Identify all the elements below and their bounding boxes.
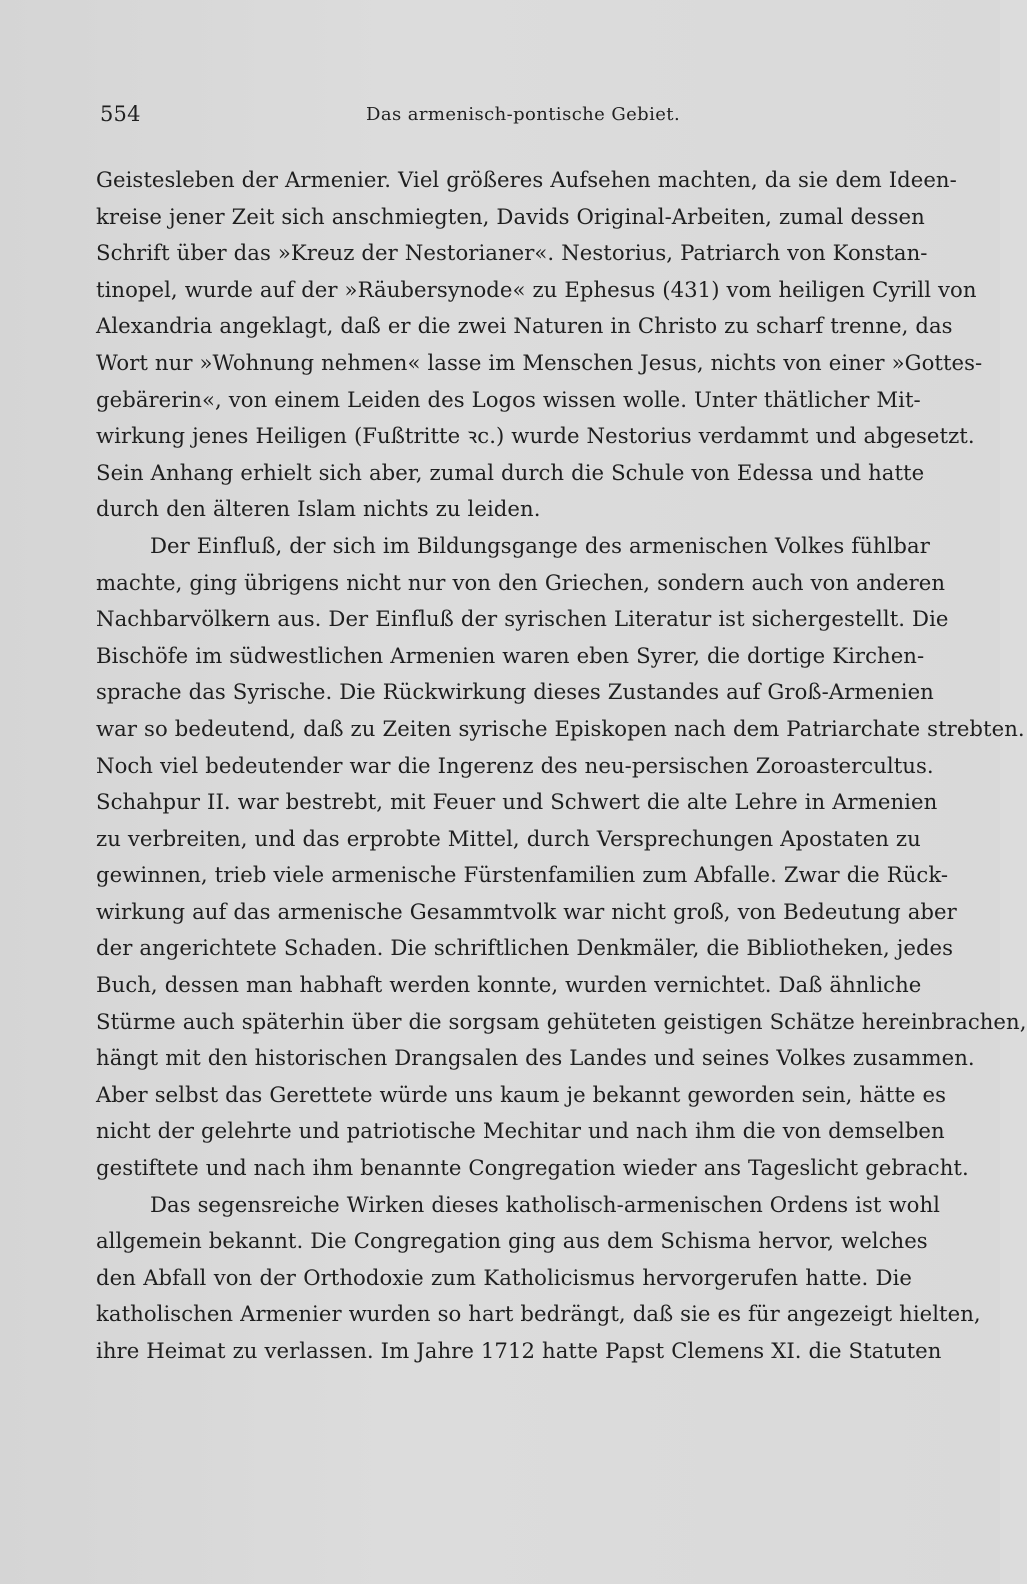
page-number: 554 [100,102,141,126]
text-line: Stürme auch späterhin über die sorgsam gehüteten geistigen Schätze hereinbrachen, [96,1008,1027,1034]
text-line: Buch, dessen man habhaft werden konnte, wurden vernichtet. Daß ähnliche [96,972,922,998]
text-line: der angerichtete Schaden. Die schriftlichen Denkmäler, die Bibliotheken, jedes [96,935,954,961]
text-line: katholischen Armenier wurden so hart bedrängt, daß sie es für angezeigt hielten, [96,1301,981,1327]
text-line: gewinnen, trieb viele armenische Fürstenfamilien zum Abfalle. Zwar die Rück- [96,862,949,888]
running-head: Das armenisch-pontische Gebiet. [366,104,681,125]
text-line: gebärerin«, von einem Leiden des Logos wissen wolle. Unter thätlicher Mit- [96,386,921,412]
text-line: Schrift über das »Kreuz der Nestorianer«. Nestorius, Patriarch von Konstan- [96,240,928,266]
text-line: Noch viel bedeutender war die Ingerenz des neu-persischen Zoroastercultus. [96,752,934,778]
text-line: Alexandria angeklagt, daß er die zwei Naturen in Christo zu scharf trenne, das [96,313,953,339]
text-line: gestiftete und nach ihm benannte Congregation wieder ans Tageslicht gebracht. [96,1155,969,1181]
text-line: Nachbarvölkern aus. Der Einfluß der syrischen Literatur ist sichergestellt. Die [96,606,949,632]
text-line: machte, ging übrigens nicht nur von den Griechen, sondern auch von anderen [96,569,946,595]
text-line: Aber selbst das Gerettete würde uns kaum je bekannt geworden sein, hätte es [96,1081,947,1107]
text-line: Sein Anhang erhielt sich aber, zumal durch die Schule von Edessa und hatte [96,459,925,485]
text-line: Bischöfe im südwestlichen Armenien waren eben Syrer, die dortige Kirchen- [96,642,925,668]
text-line: Das segensreiche Wirken dieses katholisch-armenischen Ordens ist wohl [150,1191,940,1217]
text-line: wirkung auf das armenische Gesammtvolk war nicht groß, von Bedeutung aber [96,898,957,924]
page-header [96,102,912,136]
text-line: sprache das Syrische. Die Rückwirkung dieses Zustandes auf Groß-Armenien [96,679,934,705]
text-line: wirkung jenes Heiligen (Fußtritte ꝛc.) wurde Nestorius verdammt und abgesetzt. [96,423,975,449]
text-line: hängt mit den historischen Drangsalen des Landes und seines Volkes zusammen. [96,1045,975,1071]
text-line: war so bedeutend, daß zu Zeiten syrische Episkopen nach dem Patriarchate strebten. [96,715,1025,741]
text-line: Geistesleben der Armenier. Viel größeres Aufsehen machten, da sie dem Ideen- [96,167,957,192]
text-line: Der Einfluß, der sich im Bildungsgange des armenischen Volkes fühlbar [150,532,930,558]
text-line: tinopel, wurde auf der »Räubersynode« zu Ephesus (431) vom heiligen Cyrill von [96,276,977,302]
text-line: zu verbreiten, und das erprobte Mittel, durch Versprechungen Apostaten zu [96,825,921,851]
text-line: allgemein bekannt. Die Congregation ging aus dem Schisma hervor, welches [96,1228,928,1254]
text-line: kreise jener Zeit sich anschmiegten, Davids Original-Arbeiten, zumal dessen [96,203,925,229]
text-line: nicht der gelehrte und patriotische Mechitar und nach ihm die von demselben [96,1118,945,1144]
text-line: ihre Heimat zu verlassen. Im Jahre 1712 hatte Papst Clemens XI. die Statuten [96,1338,942,1363]
text-line: den Abfall von der Orthodoxie zum Katholicismus hervorgerufen hatte. Die [96,1264,912,1290]
text-line: Schahpur II. war bestrebt, mit Feuer und Schwert die alte Lehre in Armenien [96,789,938,815]
text-line: durch den älteren Islam nichts zu leiden. [96,496,541,522]
text-line: Wort nur »Wohnung nehmen« lasse im Menschen Jesus, nichts von einer »Gottes- [96,349,983,375]
body-text [96,162,1027,1370]
